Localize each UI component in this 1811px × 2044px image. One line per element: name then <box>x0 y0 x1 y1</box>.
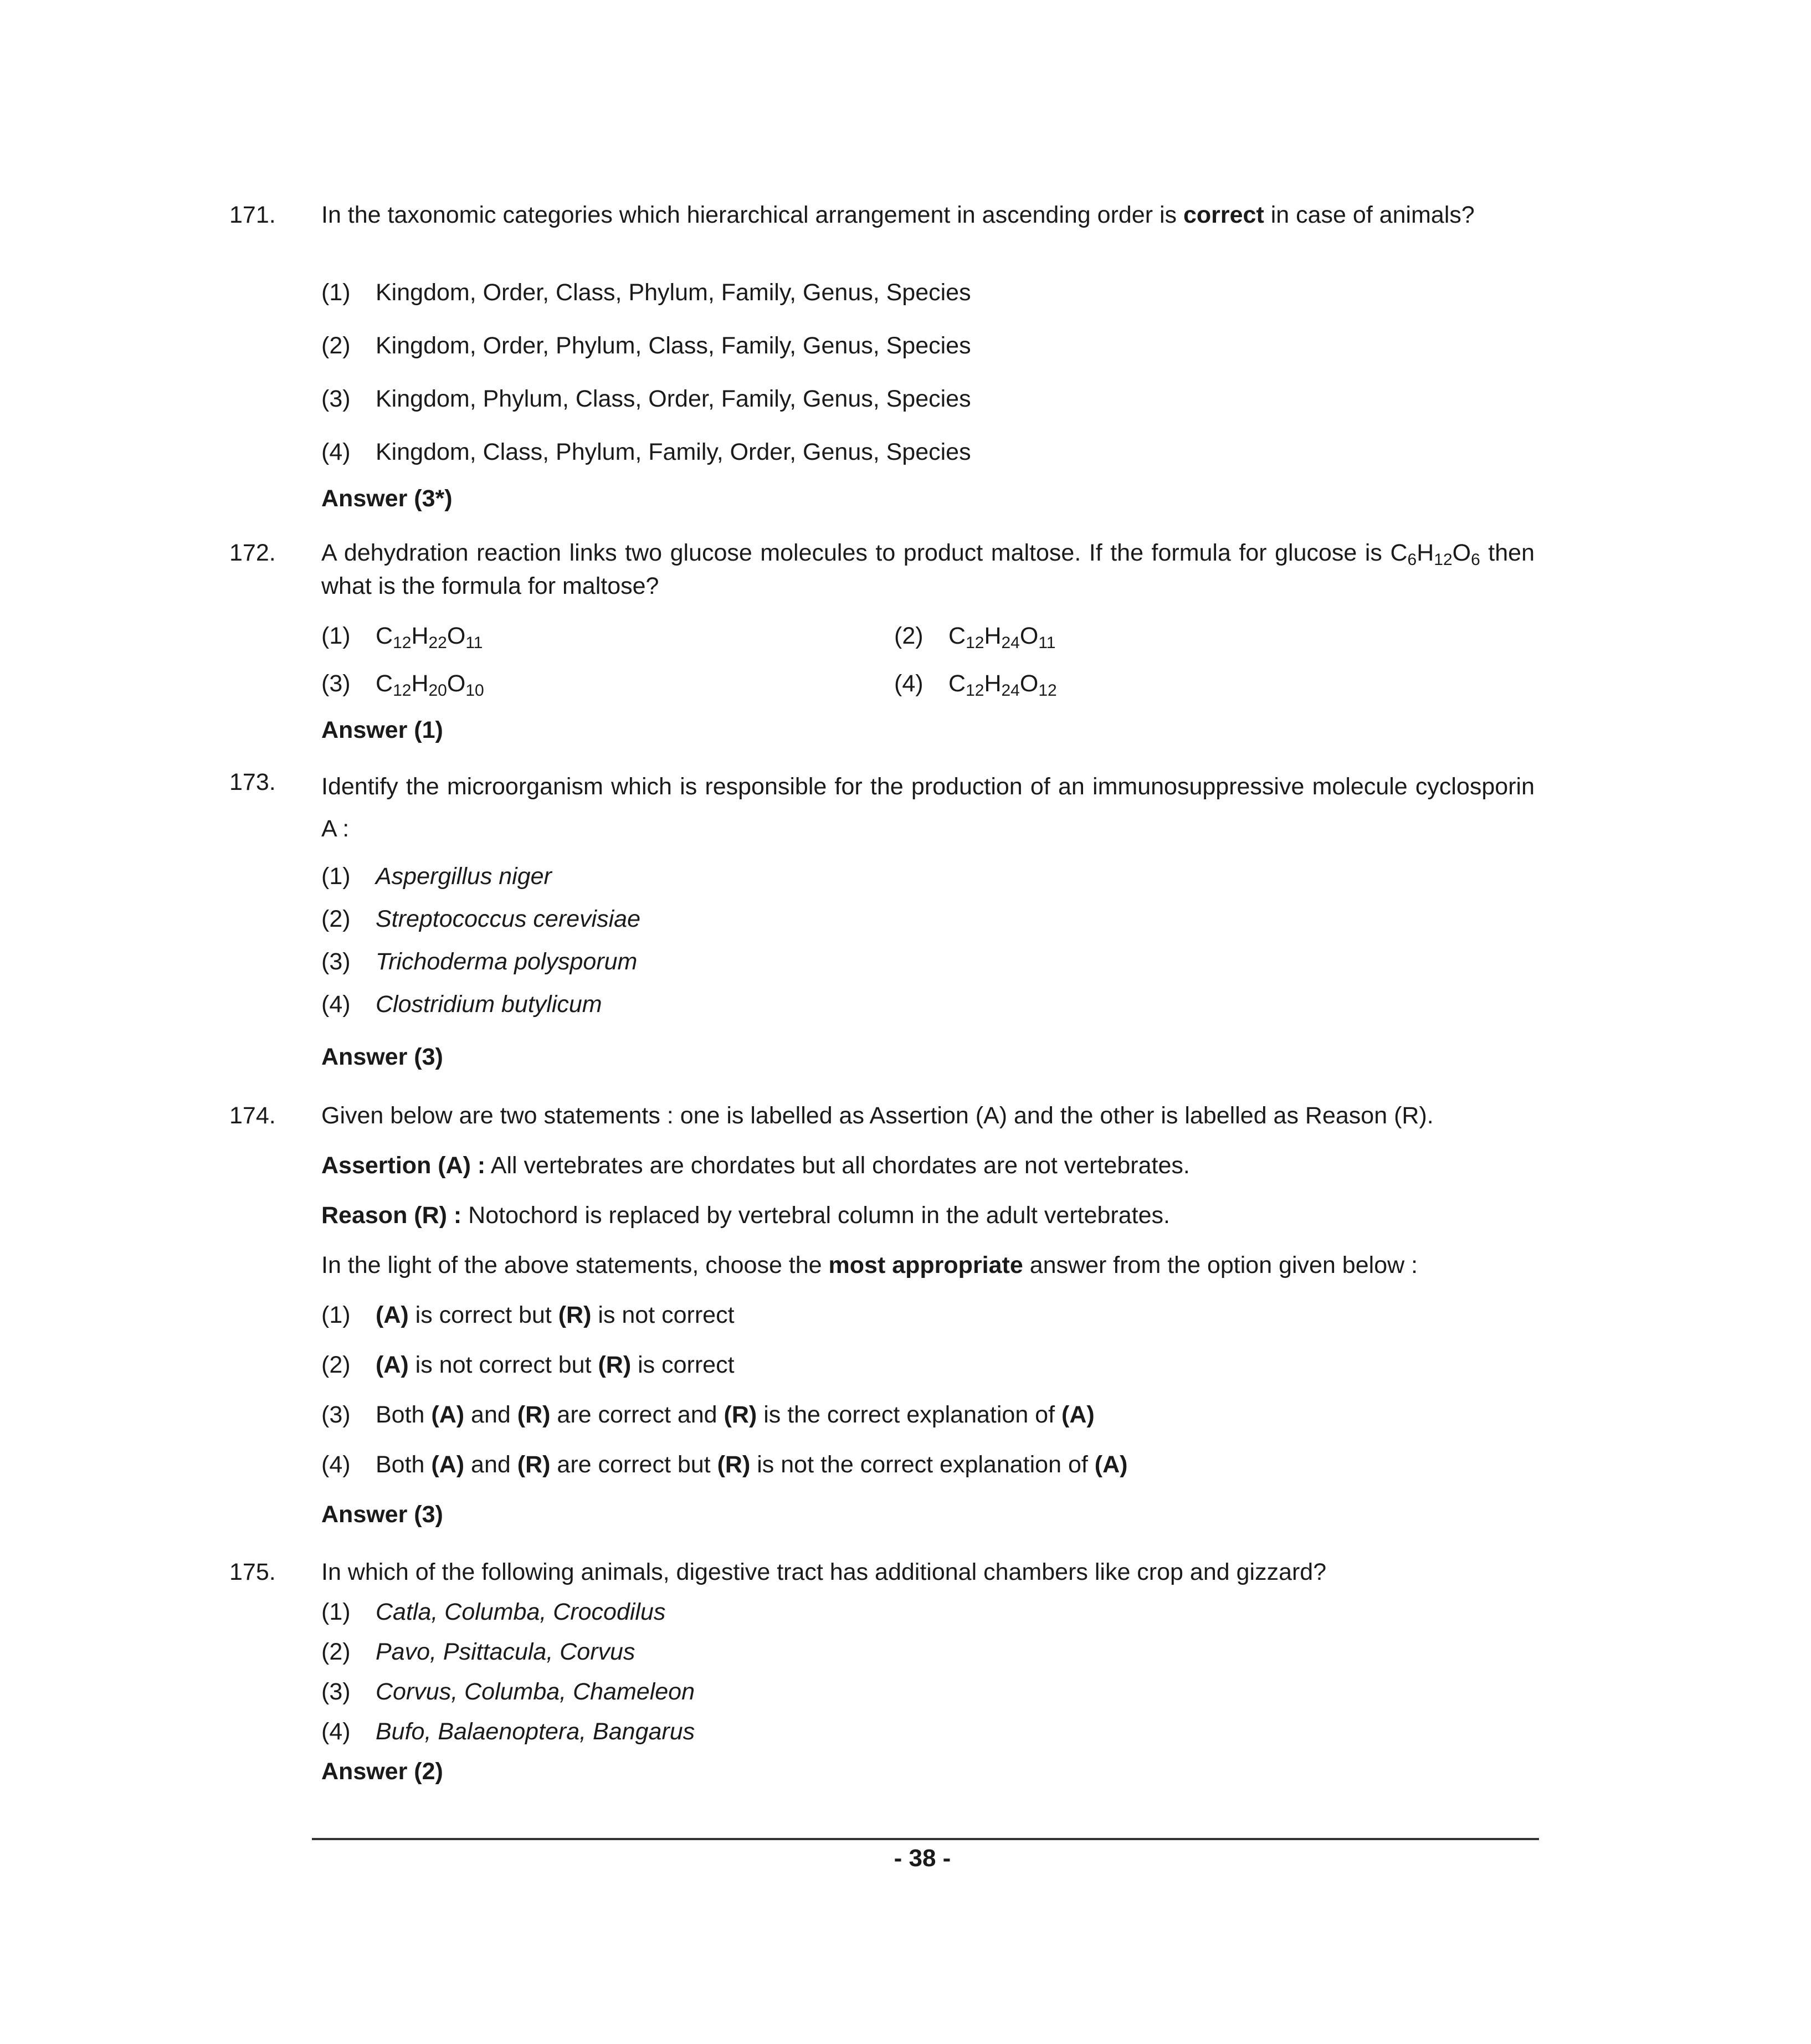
question-number: 174. <box>229 1102 276 1129</box>
question-text: Given below are two statements : one is labelled as Assertion (A) and the other is labelled as Reason (R). <box>321 1102 1434 1129</box>
question-number: 171. <box>229 202 276 228</box>
question-173 <box>229 766 1535 1070</box>
option: (3) Kingdom, Phylum, Class, Order, Family, Genus, Species <box>321 386 971 412</box>
option: (2) $C_{12}H_{24}O_{11}$ <box>894 623 1056 652</box>
option: (2) Streptococcus cerevisiae <box>321 906 640 932</box>
instruction: In the light of the above statements, choose the most appropriate answer from the option given below : <box>321 1252 1418 1278</box>
answer: Answer (2) <box>321 1758 443 1785</box>
option: (3) $C_{12}H_{20}O_{10}$ <box>321 670 484 700</box>
footer-divider <box>312 1838 1539 1840</box>
option: (2) Kingdom, Order, Phylum, Class, Family, Genus, Species <box>321 332 971 359</box>
question-number: 172. <box>229 540 276 566</box>
question-text: Identify the microorganism which is responsible for the production of an immunosuppressive molecule cyclosporin A : <box>321 773 1535 842</box>
answer: Answer (3) <box>321 1501 443 1528</box>
option: (3) Corvus, Columba, Chameleon <box>321 1678 695 1705</box>
option: (4) Kingdom, Class, Phylum, Family, Order, Genus, Species <box>321 439 971 465</box>
option: (4) $C_{12}H_{24}O_{12}$ <box>894 670 1057 700</box>
option: (4) Clostridium butylicum <box>321 991 602 1018</box>
option: (4) Bufo, Balaenoptera, Bangarus <box>321 1718 695 1745</box>
answer: Answer (1) <box>321 717 443 743</box>
question-number: 173. <box>229 769 276 795</box>
question-172 <box>229 536 1535 743</box>
option: (3) Trichoderma polysporum <box>321 948 638 975</box>
option: (1) Kingdom, Order, Class, Phylum, Family, Genus, Species <box>321 279 971 306</box>
question-text: In the taxonomic categories which hierarchical arrangement in ascending order is correct in case of animals? <box>321 202 1475 228</box>
answer: Answer (3*) <box>321 485 453 512</box>
option: (1) Aspergillus niger <box>321 863 552 890</box>
question-text: In which of the following animals, digestive tract has additional chambers like crop and gizzard? <box>321 1559 1327 1585</box>
option: (1) (A) is correct but (R) is not correct <box>321 1302 735 1328</box>
option: (4) Both (A) and (R) are correct but (R) is not the correct explanation of (A) <box>321 1451 1128 1478</box>
question-171 <box>229 198 1535 512</box>
option: (2) Pavo, Psittacula, Corvus <box>321 1639 635 1665</box>
option: (2) (A) is not correct but (R) is correct <box>321 1352 735 1378</box>
option: (1) $C_{12}H_{22}O_{11}$ <box>321 623 483 652</box>
reason: Reason (R) : Notochord is replaced by vertebral column in the adult vertebrates. <box>321 1202 1170 1229</box>
option: (3) Both (A) and (R) are correct and (R) is the correct explanation of (A) <box>321 1401 1095 1428</box>
question-number: 175. <box>229 1559 276 1585</box>
question-text: A dehydration reaction links two glucose molecules to product maltose. If the formula for glucose is $C_6H_{12}O_6$ then what is the formula for maltose? <box>321 540 1535 599</box>
assertion: Assertion (A) : All vertebrates are chordates but all chordates are not vertebrates. <box>321 1152 1190 1179</box>
page-number: - 38 - <box>894 1845 951 1872</box>
option: (1) Catla, Columba, Crocodilus <box>321 1599 666 1625</box>
answer: Answer (3) <box>321 1044 443 1070</box>
